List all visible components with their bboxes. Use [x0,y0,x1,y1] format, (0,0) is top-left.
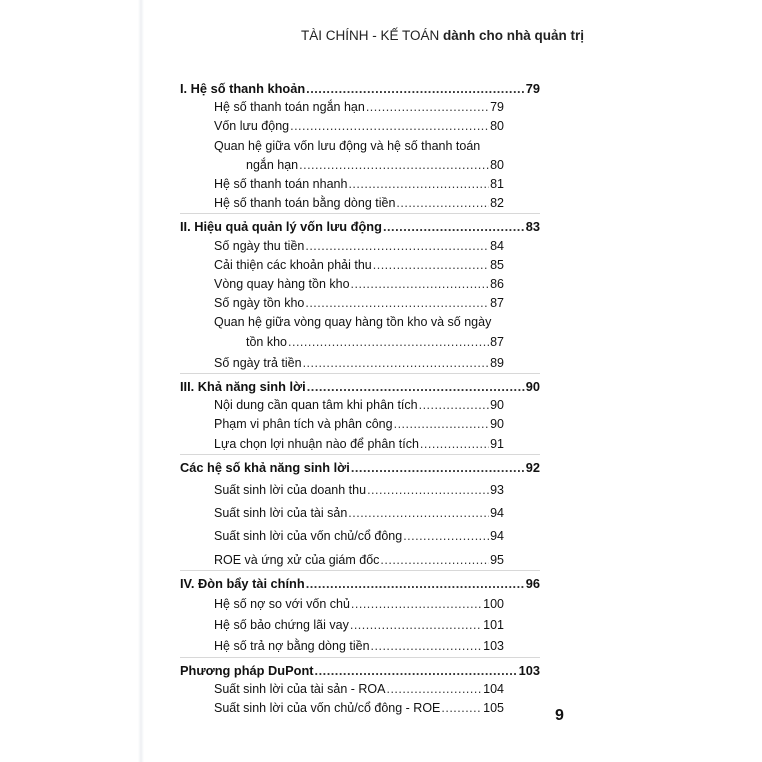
toc-entry[interactable] [214,415,504,434]
toc-section [180,657,540,719]
toc-entry-page: 94 [490,529,504,544]
toc-entry[interactable] [214,175,504,194]
toc-entry-title: Lựa chọn lợi nhuận nào để phân tích [214,436,419,451]
toc-section-heading[interactable] [180,458,540,477]
toc-entry[interactable] [214,527,504,546]
toc-entry[interactable] [214,237,504,256]
toc-heading-page: 96 [525,575,540,591]
toc-entry[interactable] [214,481,504,500]
toc-leader-dots [305,294,489,313]
toc-entry[interactable] [214,294,504,313]
toc-entry-page: 90 [490,417,504,432]
table-of-contents [180,76,540,718]
toc-entry-page: 84 [490,238,504,253]
toc-leader-dots [303,354,490,373]
header-title: TÀI CHÍNH - KẾ TOÁN [300,28,440,43]
toc-entry[interactable] [214,551,504,570]
toc-entry-title: Quan hệ giữa vòng quay hàng tồn kho và số ngày [214,315,492,330]
toc-entry-page: 93 [490,483,504,498]
toc-entry[interactable] [214,396,504,415]
toc-section [180,213,540,373]
toc-entry[interactable] [214,637,504,656]
toc-entry-title-cont: ngắn hạn [246,157,299,172]
toc-heading-page: 103 [518,662,540,678]
toc-heading-title: II. Hiệu quả quản lý vốn lưu động [180,219,382,235]
toc-entry-title: Cải thiện các khoản phải thu [214,257,372,272]
toc-leader-dots [348,175,489,194]
toc-leader-dots [396,194,489,213]
toc-entry-page: 100 [483,597,504,612]
toc-entry[interactable] [214,616,504,635]
toc-entry-continuation[interactable] [246,333,504,352]
toc-leader-dots [351,275,490,294]
toc-entry-title-cont: tồn kho [246,334,288,349]
toc-entry-page: 82 [490,196,504,211]
toc-heading-page: 79 [525,81,540,96]
toc-section [180,454,540,570]
toc-entry-page: 95 [490,552,504,567]
toc-entry[interactable] [214,595,504,614]
toc-entry[interactable] [214,313,540,332]
toc-leader-dots [350,616,482,635]
toc-heading-title: Các hệ số khả năng sinh lời [180,459,350,475]
toc-entry-page: 80 [490,157,504,172]
toc-entry[interactable] [214,680,504,699]
toc-section-heading[interactable] [180,79,540,98]
toc-entry-title: Hệ số trả nợ bằng dòng tiền [214,639,370,654]
toc-entry-title: Phạm vi phân tích và phân công [214,417,393,432]
toc-entry-title: Suất sinh lời của vốn chủ/cổ đông [214,529,403,544]
toc-entry-page: 81 [490,177,504,192]
toc-section [180,373,540,454]
toc-entry-page: 87 [490,296,504,311]
toc-entry[interactable] [214,98,504,117]
toc-entry-title: Số ngày trả tiền [214,355,302,370]
toc-leader-dots [367,481,489,500]
toc-heading-title: Phương pháp DuPont [180,662,314,678]
toc-leader-dots [306,574,525,593]
toc-leader-dots [351,458,525,477]
toc-entry[interactable] [214,354,504,373]
toc-leader-dots [307,377,525,396]
toc-leader-dots [386,680,482,699]
toc-entry-title: Số ngày thu tiền [214,238,305,253]
toc-entry-title: Hệ số thanh toán bằng dòng tiền [214,196,396,211]
toc-entry-page: 104 [483,681,504,696]
toc-entry[interactable] [214,137,540,156]
toc-heading-title: III. Khả năng sinh lời [180,379,306,395]
toc-entry-page: 85 [490,257,504,272]
toc-entry-title: Hệ số thanh toán nhanh [214,177,348,192]
toc-entry-page: 91 [490,436,504,451]
toc-entry-continuation[interactable] [246,156,504,175]
toc-entry-title: ROE và ứng xử của giám đốc [214,552,380,567]
toc-entry-title: Vòng quay hàng tồn kho [214,277,350,292]
toc-leader-dots [419,396,489,415]
page-gutter-shadow [138,0,144,762]
toc-entry-title: Nội dung cần quan tâm khi phân tích [214,398,418,413]
toc-leader-dots [288,333,489,352]
toc-leader-dots [380,551,489,570]
toc-entry[interactable] [214,699,504,718]
toc-entry-title: Hệ số thanh toán ngắn hạn [214,100,365,115]
toc-section [180,76,540,213]
toc-leader-dots [403,527,489,546]
toc-entry-title: Hệ số bảo chứng lãi vay [214,618,349,633]
toc-section [180,570,540,657]
toc-leader-dots [420,435,489,454]
toc-entry-page: 90 [490,398,504,413]
toc-entry[interactable] [214,275,504,294]
toc-leader-dots [306,79,525,98]
toc-heading-page: 92 [525,459,540,475]
toc-leader-dots [441,699,482,718]
toc-heading-page: 90 [525,379,540,395]
toc-entry-title: Suất sinh lời của tài sản [214,506,348,521]
toc-section-heading[interactable] [180,377,540,396]
toc-entry-page: 105 [483,701,504,716]
toc-leader-dots [315,661,518,680]
toc-leader-dots [366,98,489,117]
toc-heading-title: IV. Đòn bẩy tài chính [180,575,305,591]
toc-leader-dots [305,237,489,256]
toc-entry-page: 86 [490,277,504,292]
toc-section-heading[interactable] [180,574,540,593]
toc-entry-title: Hệ số nợ so với vốn chủ [214,597,350,612]
toc-leader-dots [394,415,490,434]
toc-section-heading[interactable] [180,661,540,680]
toc-leader-dots [373,256,489,275]
toc-entry-title: Suất sinh lời của vốn chủ/cổ đông - ROE [214,701,441,716]
toc-entry-title: Vốn lưu động [214,119,290,134]
toc-entry-page: 101 [483,618,504,633]
toc-entry-title: Suất sinh lời của tài sản - ROA [214,681,386,696]
toc-entry-page: 87 [490,334,504,349]
toc-entry[interactable] [214,194,504,213]
toc-heading-title: I. Hệ số thanh khoản [180,81,306,96]
toc-entry-title: Suất sinh lời của doanh thu [214,483,367,498]
toc-leader-dots [351,595,482,614]
toc-section-heading[interactable] [180,217,540,236]
toc-entry-page: 103 [483,639,504,654]
running-header [301,28,584,43]
toc-entry-page: 94 [490,506,504,521]
toc-entry[interactable] [214,504,504,523]
toc-entry[interactable] [214,435,504,454]
toc-leader-dots [348,504,489,523]
toc-entry-title: Số ngày tồn kho [214,296,305,311]
page-number: 9 [555,707,564,724]
header-subtitle: dành cho nhà quản trị [443,28,584,43]
toc-leader-dots [383,217,525,236]
toc-entry-page: 79 [490,100,504,115]
toc-entry-page: 89 [490,355,504,370]
toc-heading-page: 83 [525,219,540,235]
toc-leader-dots [371,637,483,656]
toc-leader-dots [290,117,489,136]
toc-entry[interactable] [214,256,504,275]
toc-entry[interactable] [214,117,504,136]
toc-entry-title: Quan hệ giữa vốn lưu động và hệ số thanh toán [214,138,481,153]
toc-entry-page: 80 [490,119,504,134]
toc-leader-dots [299,156,489,175]
